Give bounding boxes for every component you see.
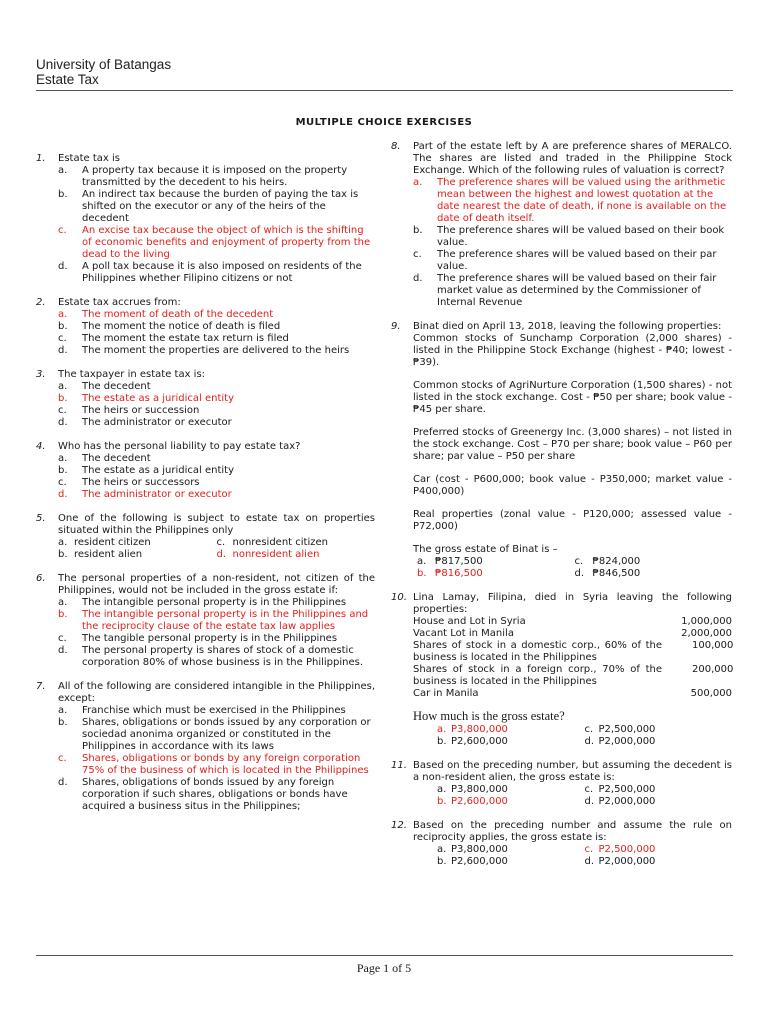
question-number: 4. — [36, 441, 46, 452]
question-12 — [391, 820, 732, 868]
question-stem: Based on the preceding number, but assuming the decedent is a non-resident alien, the gross estate is: — [413, 760, 732, 783]
option-c-answer: c. Shares, obligations or bonds by any foreign corporation 75% of the business of which is located in the Philippines — [58, 753, 369, 776]
option-a: a. P3,800,000 — [437, 844, 508, 855]
question-number: 5. — [36, 513, 46, 524]
option-c: c. The heirs or succession — [58, 405, 200, 416]
option-c: c. The tangible personal property is in the Philippines — [58, 633, 338, 644]
property-row: Vacant Lot in Manila 2,000,000 — [413, 628, 732, 639]
option-d: d. Shares, obligations of bonds issued by any foreign corporation if such shares, obligations or bonds have acquired a business situs in the Philippines; — [58, 777, 348, 812]
option-d: d. P2,000,000 — [584, 856, 656, 867]
footer-rule — [36, 955, 733, 956]
option-d-answer: d. The administrator or executor — [58, 489, 232, 500]
university-name: University of Batangas — [36, 57, 172, 72]
question-ask: The gross estate of Binat is – — [413, 544, 558, 555]
option-b: b. The estate as a juridical entity — [58, 465, 235, 476]
option-a: a. A property tax because it is imposed on the property transmitted by the decedent to his heirs. — [58, 165, 348, 188]
property-item: Car (cost - P600,000; book value - P350,000; market value - P400,000) — [413, 474, 732, 497]
option-a: a. P3,800,000 — [437, 784, 508, 795]
option-c: c. nonresident citizen — [216, 537, 328, 548]
page-title: MULTIPLE CHOICE EXERCISES — [295, 117, 473, 128]
question-6 — [36, 573, 375, 669]
option-d-answer: d. nonresident alien — [216, 549, 320, 560]
question-2 — [36, 297, 375, 357]
header-rule — [36, 90, 733, 91]
option-d: d. The personal property is shares of stock of a domestic corporation 80% of whose business is in the Philippines. — [58, 645, 364, 668]
option-a-answer: a. The moment of death of the decedent — [58, 309, 274, 320]
question-number: 1. — [36, 153, 46, 164]
property-item: Common stocks of AgriNurture Corporation (1,500 shares) - not listed in the stock exchange. Cost - ₱50 per share; book value - ₱45 per share. — [413, 380, 732, 415]
question-stem: Binat died on April 13, 2018, leaving the following properties: — [413, 321, 722, 332]
option-a: a. The decedent — [58, 381, 151, 392]
question-number: 12. — [391, 820, 407, 831]
option-c: c. P2,500,000 — [584, 724, 656, 735]
option-d: d. The administrator or executor — [58, 417, 232, 428]
question-number: 11. — [391, 760, 407, 771]
option-d: d. The moment the properties are delivered to the heirs — [58, 345, 350, 356]
question-stem: Who has the personal liability to pay estate tax? — [58, 441, 301, 452]
option-c: c. The heirs or successors — [58, 477, 200, 488]
question-number: 3. — [36, 369, 46, 380]
question-stem: Part of the estate left by A are preference shares of MERALCO. The shares are listed and traded in the Philippine Stock Exchange. Which of the following rules of valuation is correct? — [413, 141, 732, 176]
option-b-answer: b. The estate as a juridical entity — [58, 393, 235, 404]
option-b-answer: b. P2,600,000 — [437, 796, 508, 807]
question-4 — [36, 441, 375, 501]
option-b: b. P2,600,000 — [437, 736, 508, 747]
question-stem: Estate tax accrues from: — [58, 297, 181, 308]
option-c-answer: c. P2,500,000 — [584, 844, 656, 855]
property-row: Car in Manila 500,000 — [413, 688, 732, 699]
question-number: 2. — [36, 297, 46, 308]
left-column — [36, 153, 375, 825]
question-stem: Lina Lamay, Filipina, died in Syria leaving the following properties: — [413, 592, 732, 615]
question-9 — [391, 321, 732, 580]
question-number: 7. — [36, 681, 46, 692]
option-a-answer: a. P3,800,000 — [437, 724, 508, 735]
property-item: Common stocks of Sunchamp Corporation (2,000 shares) - listed in the Philippine Stock Exchange (highest - ₱40; lowest - ₱39). — [413, 333, 732, 368]
option-c: c. P2,500,000 — [584, 784, 656, 795]
property-row: Shares of stock in a domestic corp., 60% of the business is located in the Philippines 100,000 — [413, 640, 734, 663]
question-number: 10. — [391, 592, 407, 603]
option-b-answer: b. ₱816,500 — [417, 568, 483, 579]
question-stem: The personal properties of a non-resident, not citizen of the Philippines, would not be included in the gross estate if: — [58, 573, 375, 596]
option-c: c. The preference shares will be valued based on their par value. — [413, 249, 717, 272]
option-a: a. The decedent — [58, 453, 151, 464]
page-number: Page 1 of 5 — [356, 961, 412, 975]
question-3 — [36, 369, 375, 429]
option-b: b. resident alien — [58, 549, 143, 560]
option-a: a. Franchise which must be exercised in the Philippines — [58, 705, 346, 716]
property-row: Shares of stock in a foreign corp., 70% of the business is located in the Philippines 200,000 — [413, 664, 734, 687]
option-b: b. Shares, obligations or bonds issued by any corporation or sociedad anonima organized or constituted in the Philippines in accordance with its laws — [58, 717, 371, 752]
question-7 — [36, 681, 375, 813]
option-c: c. The moment the estate tax return is filed — [58, 333, 289, 344]
property-row: House and Lot in Syria 1,000,000 — [413, 616, 732, 627]
option-d: d. A poll tax because it is also imposed on residents of the Philippines whether Filipino citizens or not — [58, 261, 362, 284]
option-c: c. ₱824,000 — [574, 556, 641, 567]
question-stem: One of the following is subject to estate tax on properties situated within the Philippines only — [58, 513, 375, 536]
option-b: b. The moment the notice of death is filed — [58, 321, 281, 332]
subject-name: Estate Tax — [36, 72, 99, 87]
option-c-answer: c. An excise tax because the object of which is the shifting of economic benefits and enjoyment of property from the dead to the living — [58, 225, 371, 260]
option-d: d. P2,000,000 — [584, 736, 656, 747]
right-column — [391, 141, 732, 880]
option-a: a. The intangible personal property is in the Philippines — [58, 597, 347, 608]
question-8 — [391, 141, 732, 309]
property-item: Real properties (zonal value - P120,000; assessed value - P72,000) — [413, 509, 732, 532]
option-b: b. An indirect tax because the burden of paying the tax is shifted on the executor or any of the heirs of the decedent — [58, 189, 359, 224]
option-d: d. P2,000,000 — [584, 796, 656, 807]
option-d: d. The preference shares will be valued based on their fair market value as determined by the Commissioner of Internal Revenue — [413, 273, 717, 308]
question-ask: How much is the gross estate? — [413, 709, 565, 723]
question-number: 6. — [36, 573, 46, 584]
option-a: a. ₱817,500 — [417, 556, 483, 567]
question-stem: All of the following are considered intangible in the Philippines, except: — [58, 681, 375, 704]
document-header — [36, 57, 171, 87]
question-1 — [36, 153, 375, 285]
option-b-answer: b. The intangible personal property is in the Philippines and the reciprocity clause of the estate tax law applies — [58, 609, 369, 632]
question-stem: The taxpayer in estate tax is: — [58, 369, 206, 380]
option-b: b. P2,600,000 — [437, 856, 508, 867]
question-11 — [391, 760, 732, 808]
option-d: d. ₱846,500 — [574, 568, 641, 579]
question-stem: Based on the preceding number and assume the rule on reciprocity applies, the gross estate is: — [413, 820, 732, 843]
question-number: 9. — [391, 321, 401, 332]
question-5 — [36, 513, 375, 561]
option-a: a. resident citizen — [58, 537, 151, 548]
option-b: b. The preference shares will be valued based on their book value. — [413, 225, 725, 248]
question-10 — [391, 592, 732, 748]
property-item: Preferred stocks of Greenergy Inc. (3,000 shares) – not listed in the stock exchange. Cost – P70 per share; book value – P60 per share; par value – P50 per share — [413, 427, 732, 462]
question-stem: Estate tax is — [58, 153, 120, 164]
option-a-answer: a. The preference shares will be valued using the arithmetic mean between the highest and lowest quotation at the date nearest the date of death, if none is available on the date of death itself. — [413, 177, 727, 224]
question-number: 8. — [391, 141, 401, 152]
